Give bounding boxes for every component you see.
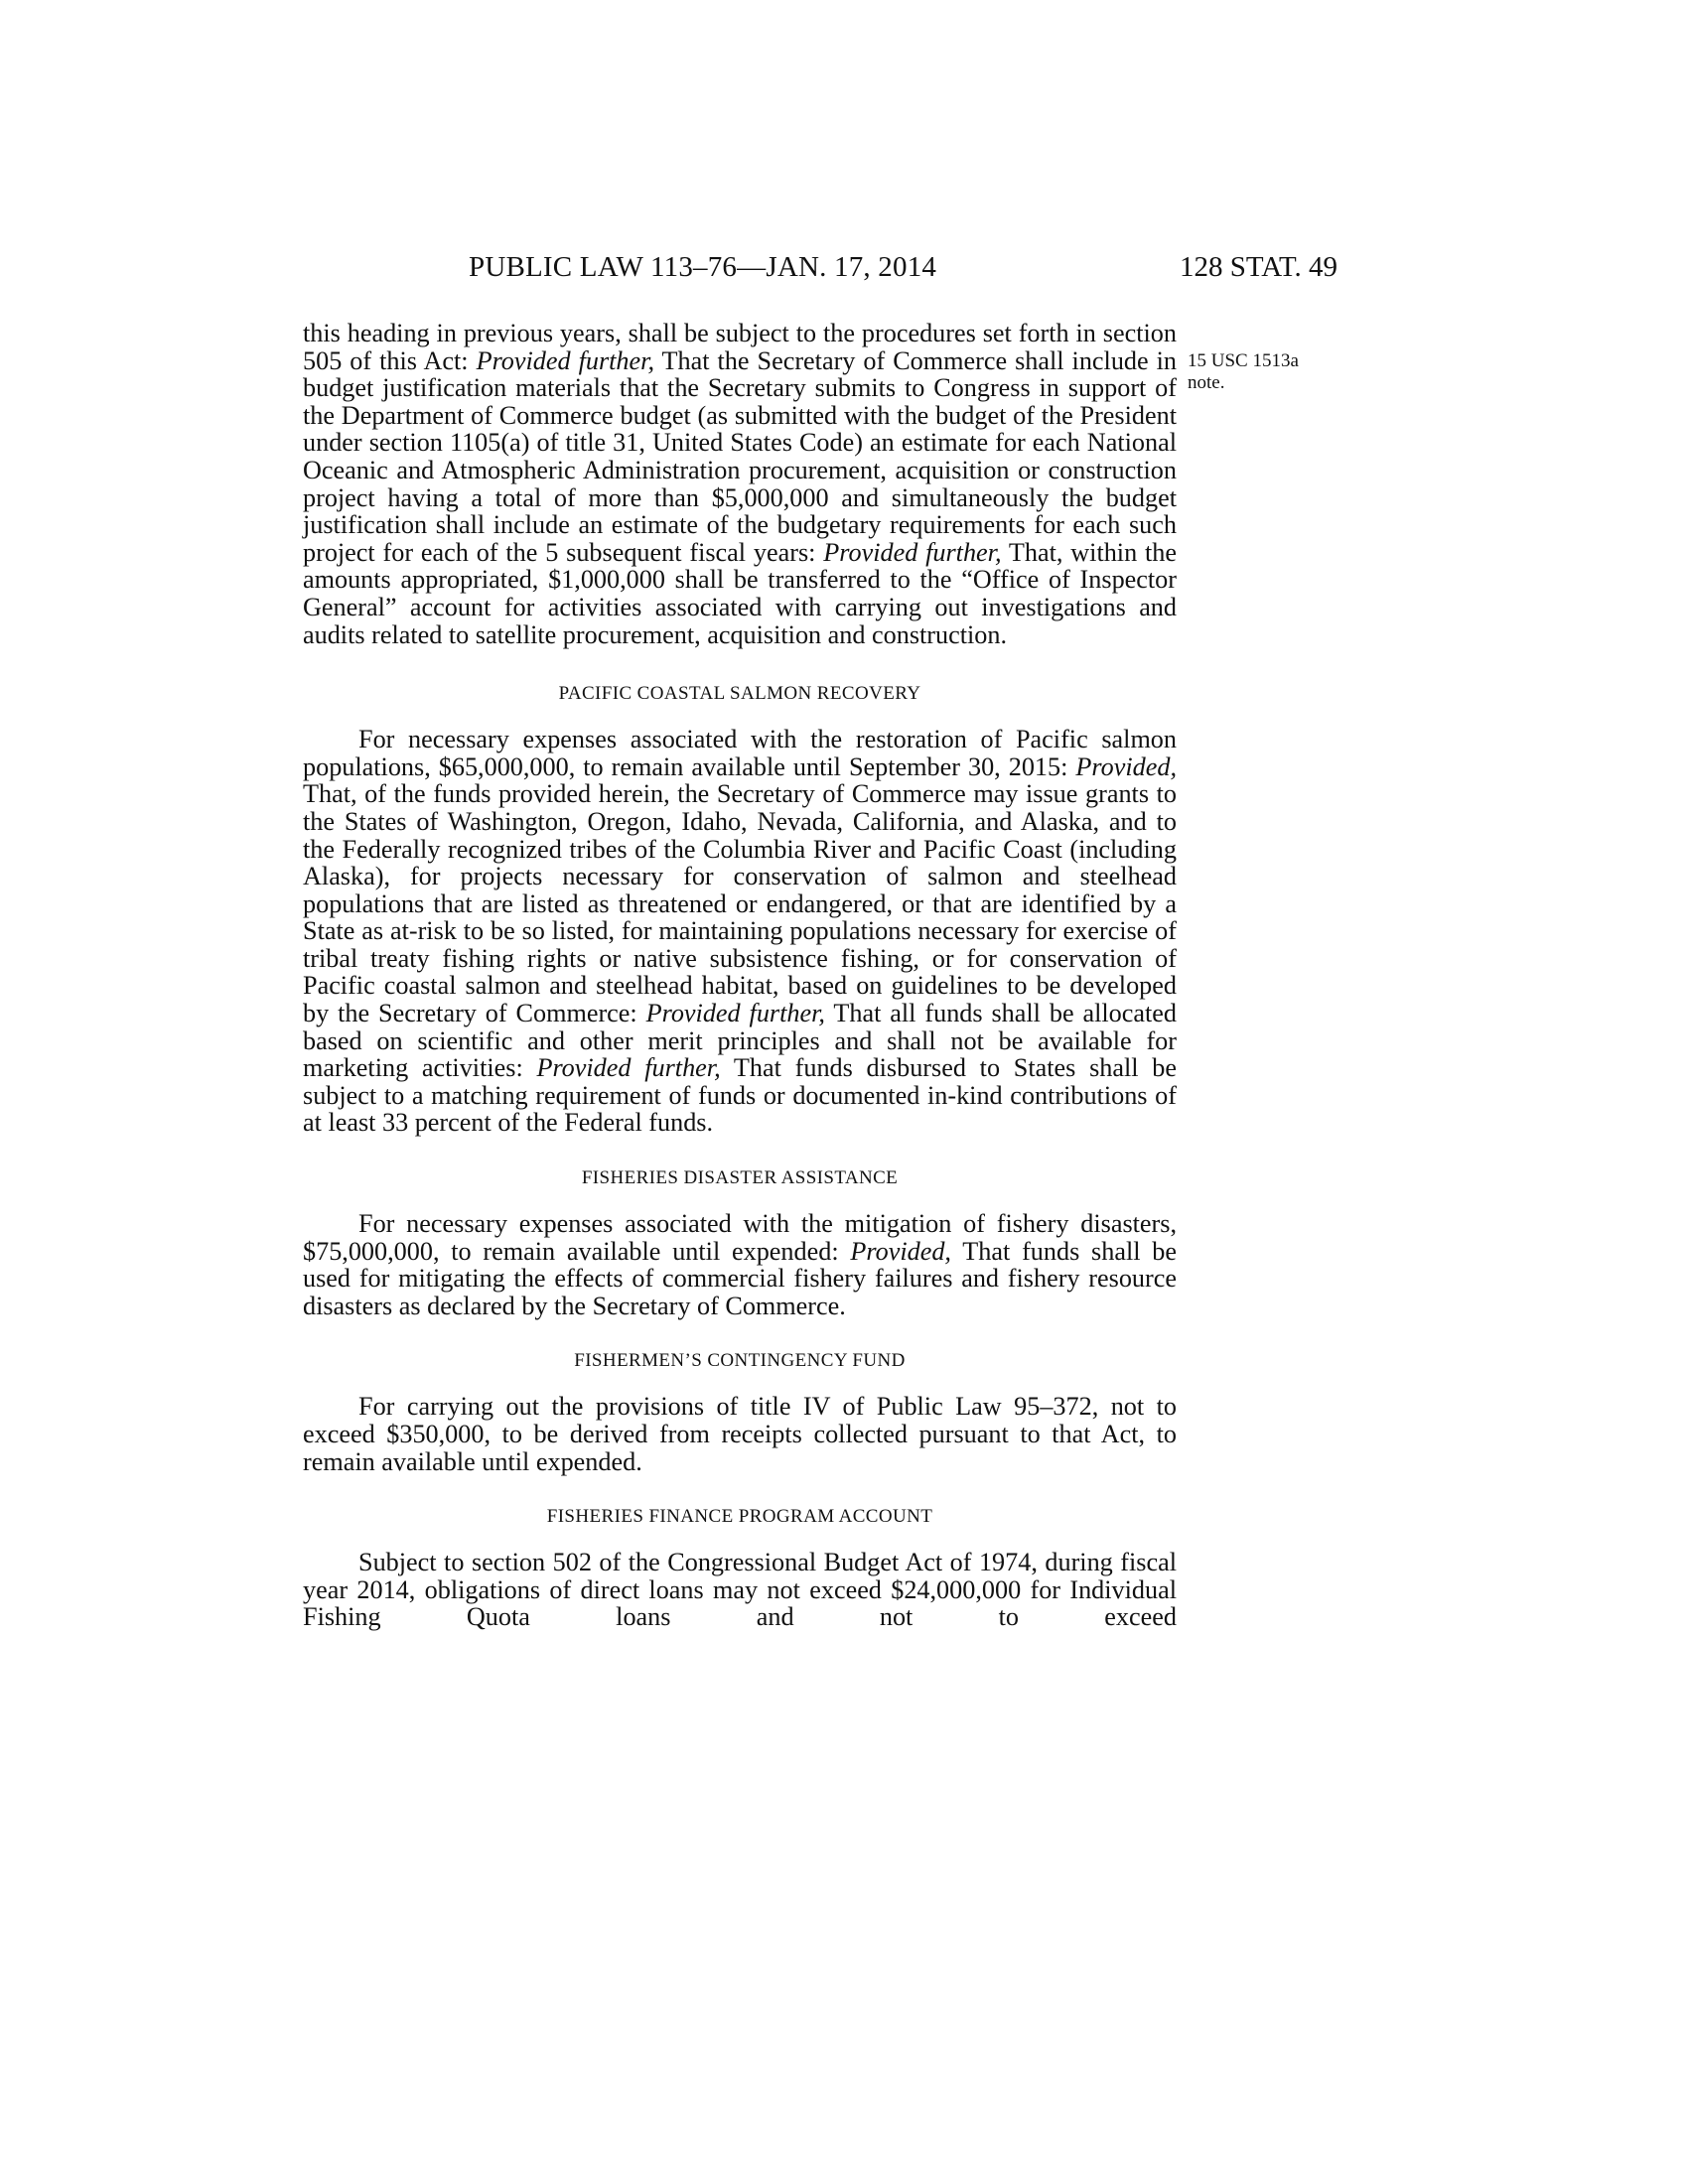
text-run: That all funds shall be allocated based on scientific and other merit principles and shall not be available for marketing activities:	[303, 999, 1177, 1083]
margin-note	[1188, 350, 1317, 394]
finance-paragraph	[303, 1549, 1177, 1631]
text-run: For necessary expenses associated with the mitigation of fishery disasters, $75,000,000, to remain available until expended:	[303, 1209, 1177, 1266]
section-heading-contingency: FISHERMEN’S CONTINGENCY FUND	[574, 1350, 906, 1372]
section-heading-salmon: PACIFIC COASTAL SALMON RECOVERY	[558, 683, 921, 705]
running-head	[0, 251, 1688, 291]
italic-proviso: Provided,	[1075, 751, 1177, 781]
text-run: That, within the amounts appropriated, $1,000,000 shall be transferred to the “Office of Inspector General” account for activities associated with carrying out investigations and audits related to satellite procurement, acquisition and construction.	[303, 537, 1178, 649]
italic-proviso: Provided further,	[536, 1053, 721, 1083]
text-column	[303, 320, 1177, 1631]
text-run: That funds disbursed to States shall be subject to a matching requirement of funds or documented in-kind contributions of at least 33 percent of the Federal funds.	[303, 1053, 1178, 1138]
continuation-paragraph	[303, 320, 1177, 648]
page-header-title: PUBLIC LAW 113–76—JAN. 17, 2014	[469, 251, 937, 283]
section-heading-disaster: FISHERIES DISASTER ASSISTANCE	[581, 1167, 899, 1189]
text-run: That the Secretary of Commerce shall include in budget justification materials that the Secretary submits to Congress in support of the Department of Commerce budget (as submitted with the budget of the President under section 1105(a) of title 31, United States Code) an estimate for each National Oceanic and Atmospheric Administration procurement, acquisition or construction project having a total of more than $5,000,000 and simultaneously the budget justification shall include an estimate of the budgetary requirements for each such project for each of the 5 subsequent fiscal years:	[303, 345, 1177, 567]
italic-proviso: Provided,	[850, 1236, 951, 1266]
disaster-paragraph	[303, 1210, 1177, 1319]
text-run: For necessary expenses associated with the restoration of Pacific salmon populations, $65,000,000, to remain available until September 30, 2015:	[303, 725, 1177, 781]
section-heading-finance: FISHERIES FINANCE PROGRAM ACCOUNT	[546, 1506, 933, 1528]
text-run: That, of the funds provided herein, the Secretary of Commerce may issue grants to the States of Washington, Oregon, Idaho, Nevada, California, and Alaska, and to the Federally recognized tribes of the Columbia River and Pacific Coast (including Alaska), for projects necessary for conservation of salmon and steelhead populations that are listed as threatened or endangered, or that are identified by a State as at-risk to be so listed, for maintaining populations necessary for exercise of tribal treaty fishing rights or native subsistence fishing, or for conservation of Pacific coastal salmon and steelhead habitat, based on guidelines to be developed by the Secretary of Commerce:	[303, 779, 1177, 1028]
page-header-stat: 128 STAT. 49	[1180, 251, 1338, 283]
margin-note-citation: 15 USC 1513a	[1188, 350, 1299, 371]
salmon-paragraph	[303, 726, 1177, 1137]
italic-proviso: Provided further,	[823, 537, 1002, 567]
text-run: Subject to section 502 of the Congressional Budget Act of 1974, during fiscal year 2014, obligations of direct loans may not exceed $24,000,000 for Individual Fishing Quota loans and not to exceed	[303, 1548, 1177, 1632]
text-run: this heading in previous years, shall be subject to the procedures set forth in section 505 of this Act:	[303, 319, 1177, 375]
margin-note-suffix: note.	[1188, 372, 1225, 393]
italic-proviso: Provided further,	[476, 345, 654, 375]
contingency-paragraph	[303, 1393, 1177, 1475]
text-run: For carrying out the provisions of title IV of Public Law 95–372, not to exceed $350,000, to be derived from receipts collected pursuant to that Act, to remain available until expended.	[303, 1392, 1177, 1476]
italic-proviso: Provided further,	[645, 999, 825, 1028]
text-run: That funds shall be used for mitigating the effects of commercial fishery failures and fishery resource disasters as declared by the Secretary of Commerce.	[303, 1236, 1178, 1320]
